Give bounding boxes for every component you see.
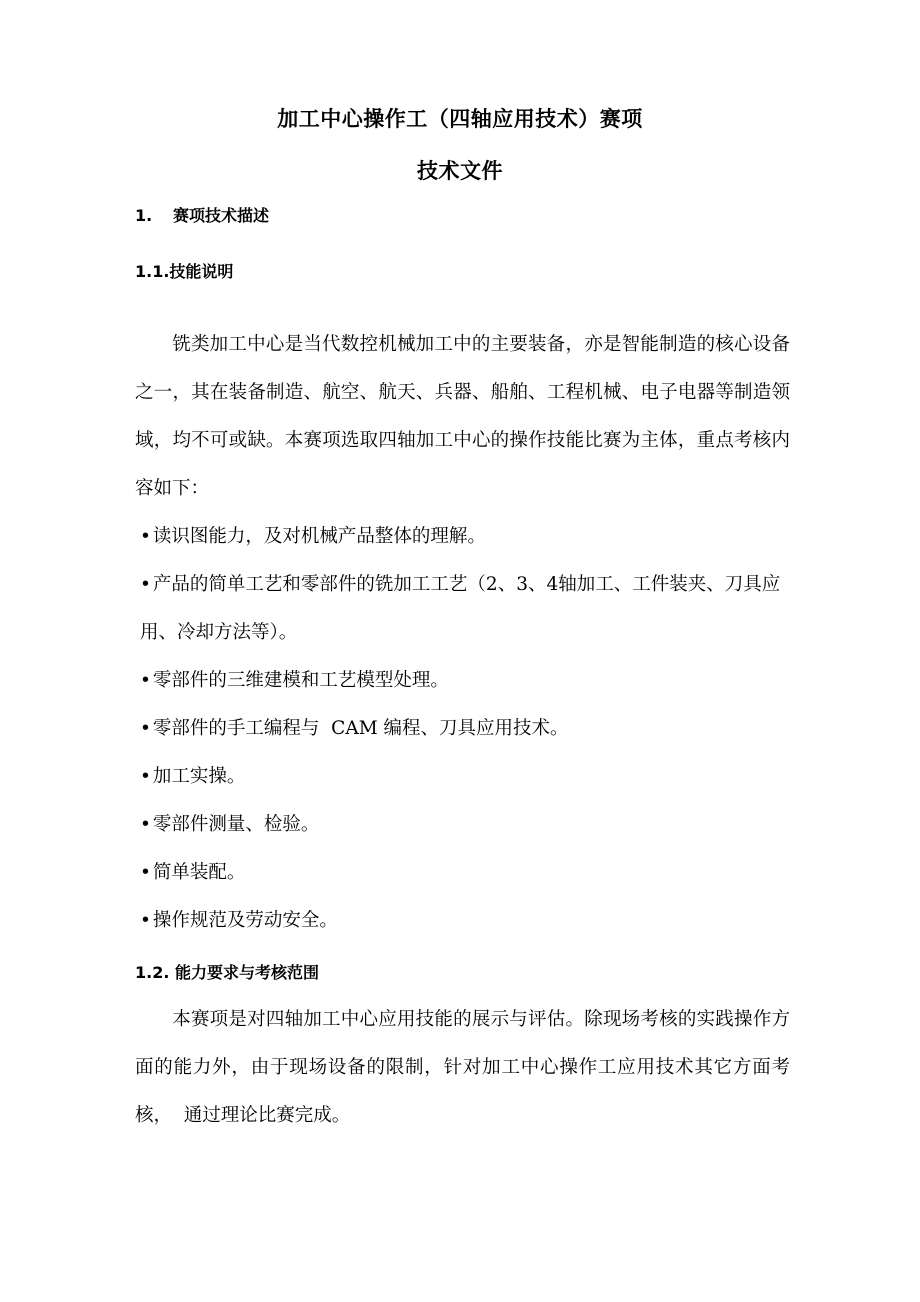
bullet-item xyxy=(140,657,785,705)
bullet-text: 零部件测量、检验。 xyxy=(152,814,320,835)
bullet-text: 产品的简单工艺和零部件的铣加工工艺（2、3、4轴加工、工件装夹、刀具应用、冷却方法等）。 xyxy=(140,574,781,643)
section-1-1-paragraph xyxy=(135,321,790,513)
bullet-item xyxy=(140,561,785,657)
bullet-item xyxy=(140,753,785,801)
bullet-symbol: • xyxy=(140,670,151,691)
bullet-symbol: • xyxy=(140,574,151,595)
bullet-item xyxy=(140,705,785,753)
section-1-number: 1. xyxy=(135,206,153,225)
section-1-heading xyxy=(135,203,269,226)
bullet-symbol: • xyxy=(140,910,151,931)
bullet-symbol: • xyxy=(140,766,151,787)
document-title: 加工中心操作工（四轴应用技术）赛项 xyxy=(277,107,643,131)
document-subtitle: 技术文件 xyxy=(417,159,503,183)
bullet-symbol: • xyxy=(140,814,151,835)
bullet-item xyxy=(140,513,785,561)
bullet-item xyxy=(140,897,785,945)
bullet-symbol: • xyxy=(140,862,151,883)
bullet-item xyxy=(140,849,785,897)
section-1-2-heading: 1.2. 能力要求与考核范围 xyxy=(135,963,319,982)
bullet-text: 加工实操。 xyxy=(152,766,246,787)
bullet-symbol: • xyxy=(140,526,151,547)
section-1-2-paragraph-text: 本赛项是对四轴加工中心应用技能的展示与评估。除现场考核的实践操作方面的能力外，由于现场设备的限制，针对加工中心操作工应用技术其它方面考核， 通过理论比赛完成。 xyxy=(135,1009,790,1126)
section-1-title: 赛项技术描述 xyxy=(173,206,270,225)
bullet-text: 零部件的手工编程与 CAM 编程、刀具应用技术。 xyxy=(152,718,569,739)
bullet-text: 读识图能力，及对机械产品整体的理解。 xyxy=(152,526,486,547)
section-1-1-paragraph-text: 铣类加工中心是当代数控机械加工中的主要装备，亦是智能制造的核心设备之一，其在装备制造、航空、航天、兵器、船舶、工程机械、电子电器等制造领域，均不可或缺。本赛项选取四轴加工中心的操作技能比赛为主体，重点考核内容如下： xyxy=(135,334,790,499)
bullet-text: 零部件的三维建模和工艺模型处理。 xyxy=(152,670,449,691)
section-1-1-heading: 1.1.技能说明 xyxy=(135,262,234,281)
bullet-item xyxy=(140,801,785,849)
bullet-text: 简单装配。 xyxy=(152,862,246,883)
bullet-symbol: • xyxy=(140,718,151,739)
bullet-text: 操作规范及劳动安全。 xyxy=(152,910,338,931)
section-1-2-paragraph xyxy=(135,996,790,1140)
